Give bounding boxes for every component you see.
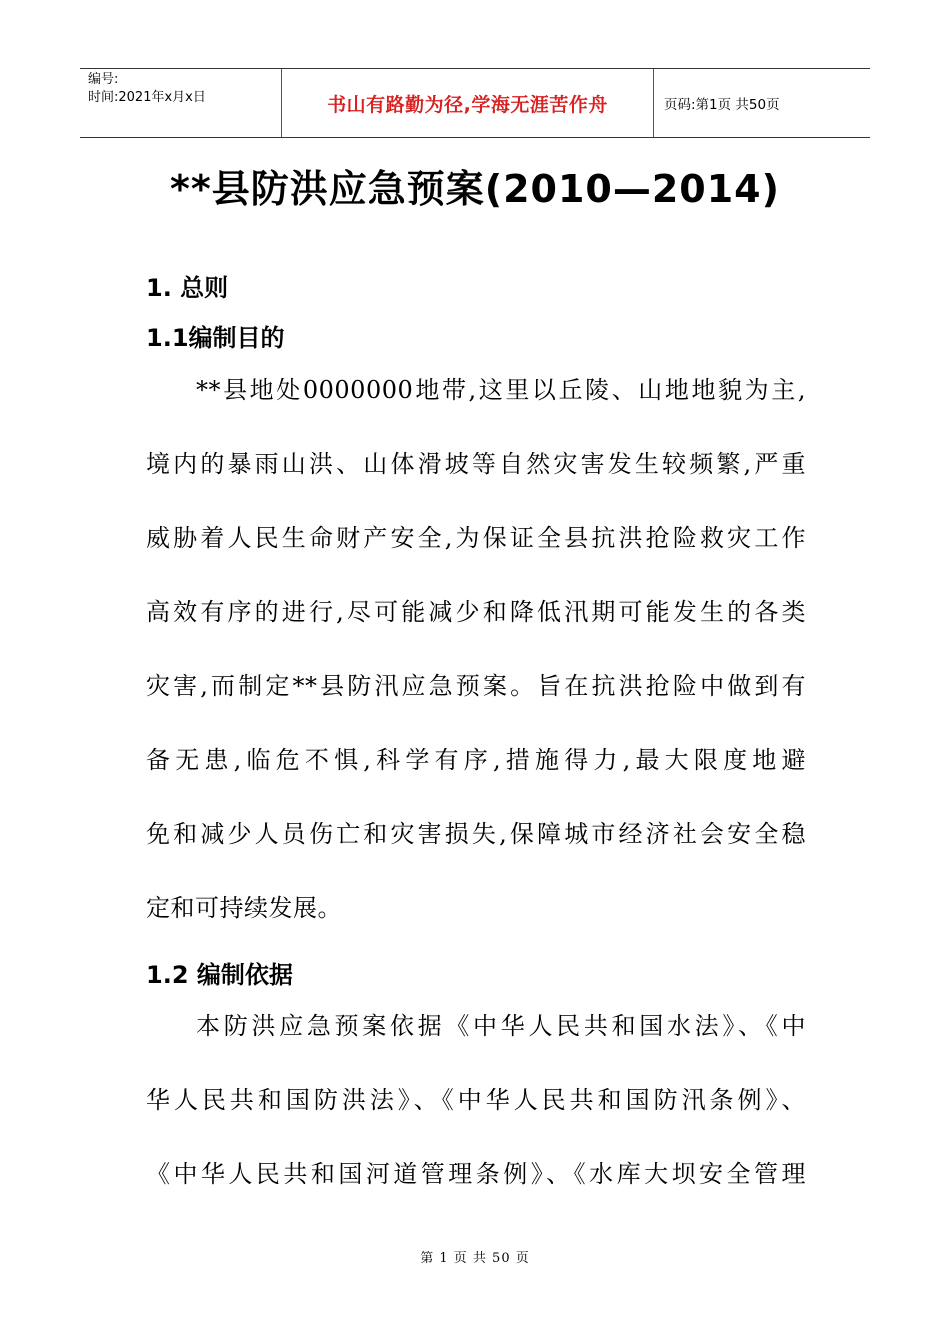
section-heading-basis: 1.2 编制依据 bbox=[146, 961, 293, 989]
header-page-cell bbox=[654, 69, 870, 137]
paragraph-line: **县地处0000000地带,这里以丘陵、山地地貌为主, bbox=[196, 376, 806, 404]
document-number-label: 编号: bbox=[88, 72, 119, 87]
paragraph-line: 高效有序的进行,尽可能减少和降低汛期可能发生的各类 bbox=[146, 598, 806, 626]
paragraph-line: 备无患,临危不惧,科学有序,措施得力,最大限度地避 bbox=[146, 746, 806, 774]
document-header bbox=[80, 68, 870, 138]
section-heading-general: 1. 总则 bbox=[146, 274, 229, 302]
document-title: **县防洪应急预案(2010—2014) bbox=[169, 167, 780, 211]
header-page-info: 页码:第1页 共50页 bbox=[664, 97, 780, 113]
paragraph-line: 威胁着人民生命财产安全,为保证全县抗洪抢险救灾工作 bbox=[146, 524, 806, 552]
header-motto: 书山有路勤为径,学海无涯苦作舟 bbox=[327, 93, 608, 116]
document-date: 时间:2021年x月x日 bbox=[88, 90, 206, 105]
paragraph-line: 本防洪应急预案依据《中华人民共和国水法》、《中 bbox=[196, 1012, 806, 1040]
header-meta-cell bbox=[80, 69, 282, 137]
paragraph-line: 免和减少人员伤亡和灾害损失,保障城市经济社会安全稳 bbox=[146, 820, 806, 848]
paragraph-line: 定和可持续发展。 bbox=[146, 894, 342, 922]
header-motto-cell bbox=[282, 69, 654, 137]
paragraph-line: 《中华人民共和国河道管理条例》、《水库大坝安全管理 bbox=[146, 1160, 806, 1188]
paragraph-line: 境内的暴雨山洪、山体滑坡等自然灾害发生较频繁,严重 bbox=[146, 450, 806, 478]
paragraph-line: 灾害,而制定**县防汛应急预案。旨在抗洪抢险中做到有 bbox=[146, 672, 806, 700]
page-footer: 第 1 页 共 50 页 bbox=[420, 1251, 530, 1266]
paragraph-line: 华人民共和国防洪法》、《中华人民共和国防汛条例》、 bbox=[146, 1086, 806, 1114]
section-heading-purpose: 1.1编制目的 bbox=[146, 324, 285, 352]
